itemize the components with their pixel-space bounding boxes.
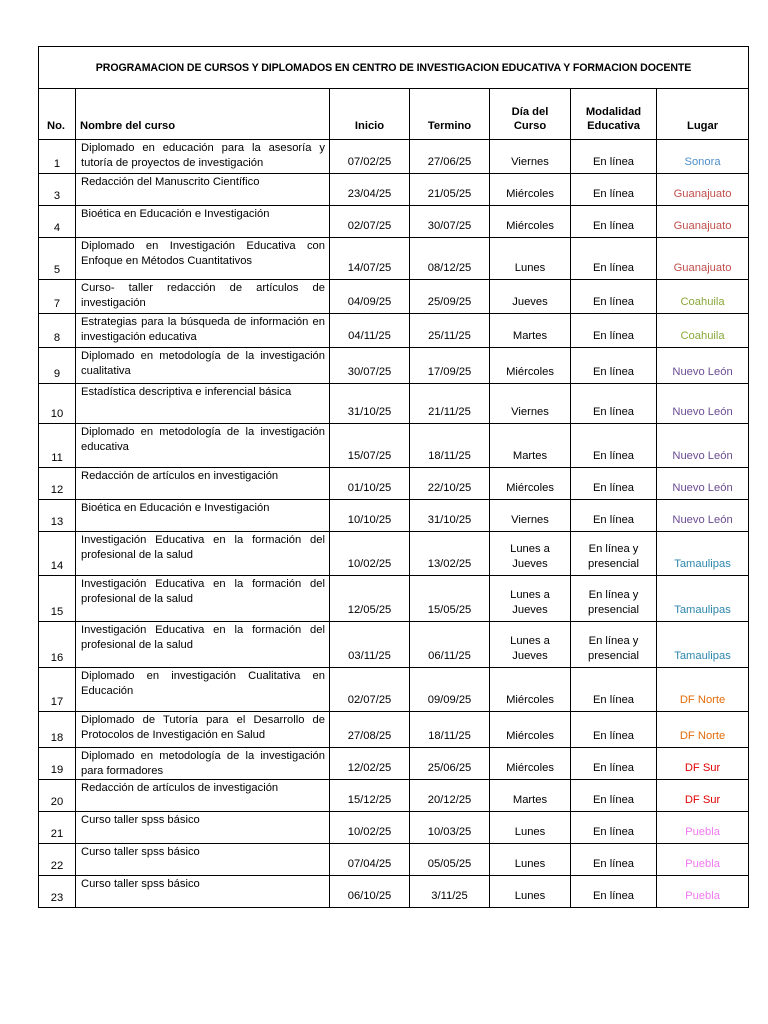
end-date: 21/05/25 <box>410 174 490 206</box>
course-name: Curso taller spss básico <box>76 876 330 908</box>
row-number: 11 <box>39 424 76 468</box>
header-no: No. <box>39 89 76 140</box>
end-date: 3/11/25 <box>410 876 490 908</box>
table-row <box>39 280 749 314</box>
modality: En línea <box>571 140 657 174</box>
course-rows <box>39 140 749 908</box>
course-day: Lunes <box>490 812 571 844</box>
course-day: Viernes <box>490 500 571 532</box>
table-row <box>39 348 749 384</box>
start-date: 30/07/25 <box>330 348 410 384</box>
modality: En línea <box>571 384 657 424</box>
header-row <box>39 89 749 140</box>
end-date: 06/11/25 <box>410 622 490 668</box>
modality: En línea <box>571 844 657 876</box>
end-date: 25/09/25 <box>410 280 490 314</box>
course-day: Lunes a Jueves <box>490 622 571 668</box>
table-row <box>39 384 749 424</box>
modality: En línea y presencial <box>571 576 657 622</box>
modality: En línea <box>571 424 657 468</box>
end-date: 18/11/25 <box>410 424 490 468</box>
table-row <box>39 532 749 576</box>
modality: En línea <box>571 314 657 348</box>
modality: En línea <box>571 280 657 314</box>
row-number: 10 <box>39 384 76 424</box>
course-name: Diplomado en educación para la asesoría y tutoría de proyectos de investigación <box>76 140 330 174</box>
table-row <box>39 844 749 876</box>
course-day: Miércoles <box>490 206 571 238</box>
course-name: Investigación Educativa en la formación del profesional de la salud <box>76 622 330 668</box>
start-date: 04/09/25 <box>330 280 410 314</box>
course-name: Redacción del Manuscrito Científico <box>76 174 330 206</box>
end-date: 25/11/25 <box>410 314 490 348</box>
modality: En línea <box>571 812 657 844</box>
course-day: Miércoles <box>490 174 571 206</box>
row-number: 8 <box>39 314 76 348</box>
header-modality-line2: Educativa <box>587 120 640 133</box>
location: Puebla <box>657 844 749 876</box>
row-number: 18 <box>39 712 76 748</box>
table-row <box>39 748 749 780</box>
course-day: Martes <box>490 424 571 468</box>
modality: En línea <box>571 206 657 238</box>
location: DF Sur <box>657 748 749 780</box>
end-date: 15/05/25 <box>410 576 490 622</box>
course-name: Redacción de artículos en investigación <box>76 468 330 500</box>
row-number: 14 <box>39 532 76 576</box>
course-name: Estadística descriptiva e inferencial básica <box>76 384 330 424</box>
header-end: Termino <box>410 89 490 140</box>
course-day: Lunes <box>490 876 571 908</box>
course-day: Martes <box>490 314 571 348</box>
end-date: 27/06/25 <box>410 140 490 174</box>
location: Guanajuato <box>657 238 749 280</box>
header-modality-line1: Modalidad <box>585 105 642 118</box>
header-modality <box>571 89 657 140</box>
location: Nuevo León <box>657 384 749 424</box>
row-number: 12 <box>39 468 76 500</box>
row-number: 17 <box>39 668 76 712</box>
header-day-line1: Día del <box>511 105 549 118</box>
course-day: Miércoles <box>490 668 571 712</box>
start-date: 03/11/25 <box>330 622 410 668</box>
location: Coahuila <box>657 314 749 348</box>
start-date: 07/02/25 <box>330 140 410 174</box>
end-date: 21/11/25 <box>410 384 490 424</box>
modality: En línea <box>571 174 657 206</box>
course-name: Investigación Educativa en la formación del profesional de la salud <box>76 532 330 576</box>
table-row <box>39 576 749 622</box>
course-day: Lunes a Jueves <box>490 576 571 622</box>
start-date: 15/12/25 <box>330 780 410 812</box>
header-course-name: Nombre del curso <box>76 89 330 140</box>
row-number: 19 <box>39 748 76 780</box>
location: DF Sur <box>657 780 749 812</box>
course-name: Diplomado en metodología de la investigación educativa <box>76 424 330 468</box>
end-date: 13/02/25 <box>410 532 490 576</box>
header-place: Lugar <box>657 89 749 140</box>
end-date: 17/09/25 <box>410 348 490 384</box>
course-name: Diplomado en metodología de la investigación cualitativa <box>76 348 330 384</box>
document-title: PROGRAMACION DE CURSOS Y DIPLOMADOS EN CENTRO DE INVESTIGACION EDUCATIVA Y FORMACION DOCENTE <box>39 47 749 89</box>
header-day-line2: Curso <box>513 120 547 133</box>
end-date: 30/07/25 <box>410 206 490 238</box>
table-row <box>39 238 749 280</box>
row-number: 5 <box>39 238 76 280</box>
course-name: Curso- taller redacción de artículos de investigación <box>76 280 330 314</box>
start-date: 12/02/25 <box>330 748 410 780</box>
start-date: 23/04/25 <box>330 174 410 206</box>
course-day: Miércoles <box>490 348 571 384</box>
location: Tamaulipas <box>657 622 749 668</box>
end-date: 25/06/25 <box>410 748 490 780</box>
row-number: 3 <box>39 174 76 206</box>
end-date: 20/12/25 <box>410 780 490 812</box>
start-date: 02/07/25 <box>330 206 410 238</box>
course-day: Viernes <box>490 140 571 174</box>
course-name: Curso taller spss básico <box>76 844 330 876</box>
start-date: 04/11/25 <box>330 314 410 348</box>
location: DF Norte <box>657 668 749 712</box>
location: Tamaulipas <box>657 576 749 622</box>
row-number: 22 <box>39 844 76 876</box>
end-date: 22/10/25 <box>410 468 490 500</box>
modality: En línea <box>571 500 657 532</box>
modality: En línea <box>571 876 657 908</box>
row-number: 7 <box>39 280 76 314</box>
end-date: 18/11/25 <box>410 712 490 748</box>
modality: En línea <box>571 668 657 712</box>
table-row <box>39 140 749 174</box>
course-day: Lunes <box>490 238 571 280</box>
end-date: 08/12/25 <box>410 238 490 280</box>
course-name: Bioética en Educación e Investigación <box>76 206 330 238</box>
start-date: 15/07/25 <box>330 424 410 468</box>
course-name: Bioética en Educación e Investigación <box>76 500 330 532</box>
row-number: 23 <box>39 876 76 908</box>
location: Puebla <box>657 812 749 844</box>
course-day: Jueves <box>490 280 571 314</box>
course-name: Diplomado en metodología de la investigación para formadores <box>76 748 330 780</box>
header-start: Inicio <box>330 89 410 140</box>
row-number: 16 <box>39 622 76 668</box>
start-date: 07/04/25 <box>330 844 410 876</box>
course-name: Diplomado en Investigación Educativa con Enfoque en Métodos Cuantitativos <box>76 238 330 280</box>
course-name: Investigación Educativa en la formación del profesional de la salud <box>76 576 330 622</box>
row-number: 1 <box>39 140 76 174</box>
table-row <box>39 712 749 748</box>
course-day: Viernes <box>490 384 571 424</box>
table-row <box>39 812 749 844</box>
start-date: 31/10/25 <box>330 384 410 424</box>
row-number: 13 <box>39 500 76 532</box>
start-date: 06/10/25 <box>330 876 410 908</box>
table-row <box>39 500 749 532</box>
row-number: 4 <box>39 206 76 238</box>
modality: En línea <box>571 468 657 500</box>
course-day: Miércoles <box>490 468 571 500</box>
table-row <box>39 314 749 348</box>
table-row <box>39 424 749 468</box>
course-name: Redacción de artículos de investigación <box>76 780 330 812</box>
location: Guanajuato <box>657 206 749 238</box>
modality: En línea <box>571 348 657 384</box>
course-name: Curso taller spss básico <box>76 812 330 844</box>
title-row <box>39 47 749 89</box>
row-number: 15 <box>39 576 76 622</box>
location: Guanajuato <box>657 174 749 206</box>
location: Coahuila <box>657 280 749 314</box>
modality: En línea y presencial <box>571 532 657 576</box>
end-date: 10/03/25 <box>410 812 490 844</box>
location: DF Norte <box>657 712 749 748</box>
row-number: 9 <box>39 348 76 384</box>
course-day: Lunes <box>490 844 571 876</box>
modality: En línea <box>571 780 657 812</box>
start-date: 12/05/25 <box>330 576 410 622</box>
course-day: Miércoles <box>490 748 571 780</box>
start-date: 01/10/25 <box>330 468 410 500</box>
course-name: Diplomado en investigación Cualitativa en Educación <box>76 668 330 712</box>
end-date: 09/09/25 <box>410 668 490 712</box>
start-date: 10/10/25 <box>330 500 410 532</box>
start-date: 14/07/25 <box>330 238 410 280</box>
location: Tamaulipas <box>657 532 749 576</box>
location: Nuevo León <box>657 468 749 500</box>
modality: En línea <box>571 712 657 748</box>
course-name: Diplomado de Tutoría para el Desarrollo de Protocolos de Investigación en Salud <box>76 712 330 748</box>
row-number: 21 <box>39 812 76 844</box>
modality: En línea <box>571 238 657 280</box>
start-date: 02/07/25 <box>330 668 410 712</box>
table-row <box>39 468 749 500</box>
location: Nuevo León <box>657 424 749 468</box>
start-date: 10/02/25 <box>330 532 410 576</box>
location: Puebla <box>657 876 749 908</box>
modality: En línea <box>571 748 657 780</box>
location: Nuevo León <box>657 500 749 532</box>
table-row <box>39 206 749 238</box>
end-date: 05/05/25 <box>410 844 490 876</box>
row-number: 20 <box>39 780 76 812</box>
table-row <box>39 174 749 206</box>
header-day <box>490 89 571 140</box>
location: Sonora <box>657 140 749 174</box>
table-row <box>39 780 749 812</box>
course-day: Lunes a Jueves <box>490 532 571 576</box>
course-day: Miércoles <box>490 712 571 748</box>
course-day: Martes <box>490 780 571 812</box>
modality: En línea y presencial <box>571 622 657 668</box>
start-date: 27/08/25 <box>330 712 410 748</box>
start-date: 10/02/25 <box>330 812 410 844</box>
course-name: Estrategias para la búsqueda de información en investigación educativa <box>76 314 330 348</box>
table-row <box>39 668 749 712</box>
location: Nuevo León <box>657 348 749 384</box>
course-schedule-document <box>38 46 748 908</box>
course-schedule-table <box>38 46 749 908</box>
table-row <box>39 622 749 668</box>
table-row <box>39 876 749 908</box>
end-date: 31/10/25 <box>410 500 490 532</box>
